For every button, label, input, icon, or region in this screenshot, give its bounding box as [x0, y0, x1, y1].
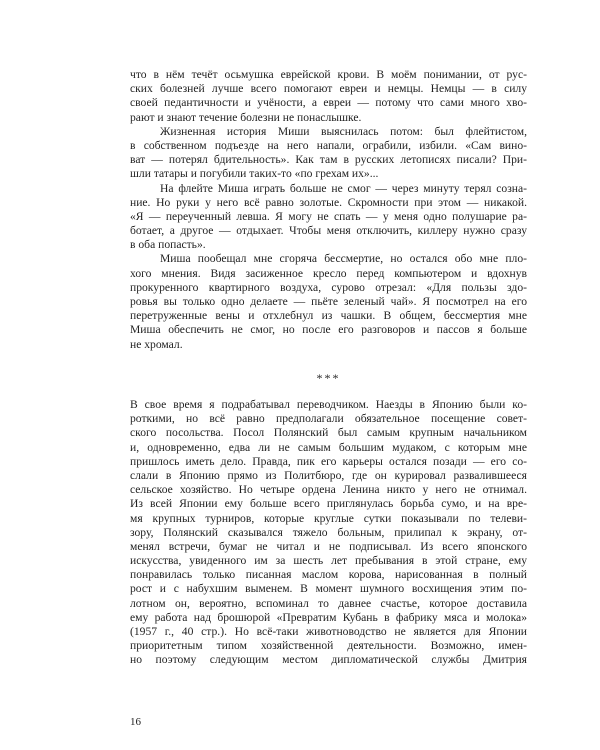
text-line: прокуренного квартирного воздуха, сурово отрезал: «Для пользы здо- — [130, 280, 527, 294]
text-line: «Я — переученный левша. Я могу не спать — у меня одно полушарие ра- — [130, 209, 527, 223]
text-line: ние. Но руки у него всё равно золотые. Скромности при этом — никакой. — [130, 195, 527, 209]
paragraph — [130, 68, 527, 125]
paragraph — [130, 125, 527, 182]
text-line: Миша пообещал мне сгоряча бессмертие, но остался обо мне пло- — [160, 252, 527, 266]
text-line: искусства, увиденного им за шесть лет пребывания в этой стране, ему — [130, 554, 527, 568]
text-line: В свое время я подрабатывал переводчиком. Наезды в Японию были ко- — [130, 398, 527, 411]
text-line: Из всей Японии ему больше всего приглянулась борьба сумо, и на вре- — [130, 497, 527, 511]
text-line: в оба попасть». — [130, 238, 206, 252]
text-line: Жизненная история Миши выяснилась потом: был флейтистом, — [160, 124, 527, 138]
text-line: в собственном подъезде на него напали, ограбили, избили. «Сам вино- — [130, 138, 527, 152]
text-line: ских болезней лучше всего помогают евреи и немцы. Немцы — в силу — [130, 82, 527, 96]
text-line: ботает, а другое — отдыхает. Чтобы меня отключить, киллеру нужно сразу — [130, 224, 527, 238]
text-line: рают и знают течение болезни не понаслышке. — [130, 110, 362, 124]
text-line: сельское хозяйство. Но четыре ордена Ленина никто у него не отнимал. — [130, 483, 527, 497]
text-line: лотном он, вероятно, вспоминал то давнее счастье, которое доставила — [130, 596, 527, 610]
text-line: и, одновременно, едва ли не самым большим мудаком, с которым мне — [130, 440, 527, 454]
text-line: рост и с набухшим выменем. В момент шумного восхищения этим по- — [130, 582, 527, 596]
paragraph — [130, 252, 527, 351]
text-line: шли татары и погубили таких-то «по грехам их»... — [130, 167, 379, 181]
text-line: ват — потерял бдительность». Как там в русских летописях писали? При- — [130, 153, 527, 167]
text-line: пришлось иметь дело. Правда, пик его карьеры остался позади — его со- — [130, 454, 527, 468]
text-line: роткими, но всё равно предполагали обязательное посещение совет- — [130, 412, 527, 426]
text-line: перетруженные вены и отхлебнул из чашки. В общем, бессмертия мне — [130, 309, 527, 323]
text-line: что в нём течёт осьмушка еврейской крови. В моём понимании, от рус- — [130, 68, 527, 81]
text-line: ему работа над брошюрой «Превратим Кубань в фабрику мяса и молока» — [130, 610, 527, 624]
text-section-1 — [130, 68, 527, 352]
text-line: приоритетным типом хозяйственной деятельности. Возможно, имен- — [130, 639, 527, 653]
text-line: ского посольства. Посол Полянский был самым крупным начальником — [130, 426, 527, 440]
paragraph — [130, 398, 527, 668]
text-line: не хромал. — [130, 337, 183, 351]
section-separator: *** — [316, 371, 341, 385]
text-line: зору, Полянский сказывался тяжело больным, прилипал к экрану, от- — [130, 525, 527, 539]
text-line: ровья вы только одно делаете — пьёте зеленый чай». Я посмотрел на его — [130, 295, 527, 308]
text-line: (1957 г., 40 стр.). Но всё-таки животноводство не является для Японии — [130, 625, 527, 638]
text-line: Миша обеспечить не смог, но после его разговоров и пассов я больше — [130, 323, 527, 337]
page-number: 16 — [130, 716, 141, 728]
text-line: На флейте Миша играть больше не смог — через минуту терял созна- — [160, 181, 527, 195]
text-line: менял встречи, бумаг не читал и не подписывал. Из всего японского — [130, 539, 527, 553]
text-line: но поэтому следующим местом дипломатической службы Дмитрия — [130, 653, 527, 667]
text-line: хого мнения. Видя засиженное кресло перед компьютером и вдохнув — [130, 266, 527, 280]
text-line: понравилась только писанная маслом корова, нарисованная в полный — [130, 568, 527, 582]
paragraph — [130, 182, 527, 253]
text-section-2 — [130, 398, 527, 668]
text-line: слали в Японию прямо из Политбюро, где он курировал развалившееся — [130, 468, 527, 482]
text-line: своей педантичности и учёности, а евреи — потому что сами много хво- — [130, 96, 527, 110]
text-line: мя крупных турниров, которые круглые сутки показывали по телеви- — [130, 511, 527, 525]
